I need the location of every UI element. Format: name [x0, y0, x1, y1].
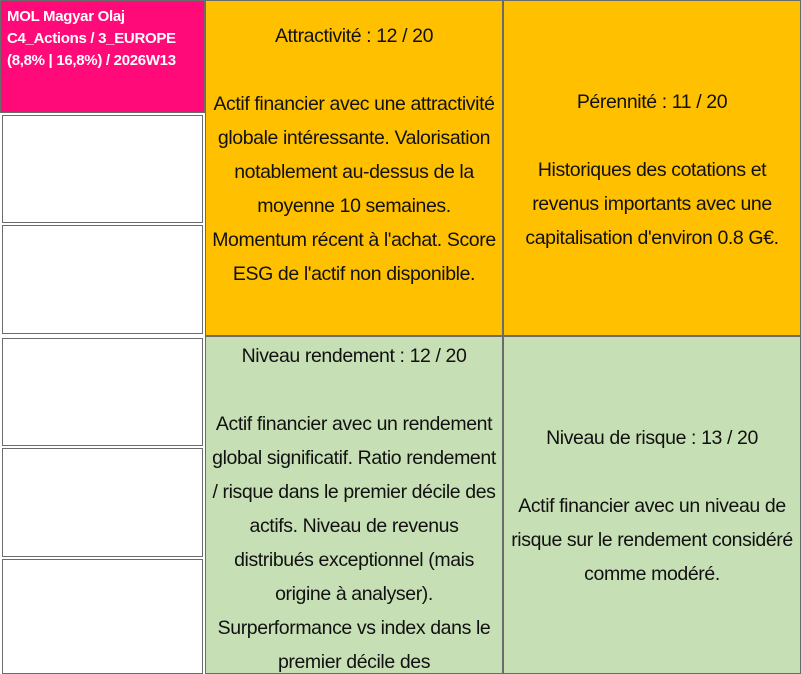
blank-cell — [2, 338, 203, 446]
asset-header-cell — [0, 0, 205, 113]
asset-name: MOL Magyar Olaj — [7, 8, 125, 25]
rendement-description: Actif financier avec un rendement global significatif. Ratio rendement / risque dans le premier décile des actifs. Niveau de revenus distribués exceptionnel (mais origine à analyser). Surperformance vs index dans le premier décile des — [212, 413, 496, 673]
perennite-description: Historiques des cotations et revenus importants avec une capitalisation d'environ 0.8 G€. — [525, 159, 779, 249]
attractivite-score-title: Attractivité : 12 / 20 — [274, 25, 434, 47]
blank-cell — [2, 559, 203, 674]
spacer — [510, 119, 794, 153]
blank-cell — [2, 448, 203, 557]
risque-description: Actif financier avec un niveau de risque sur le rendement considéré comme modéré. — [511, 495, 793, 585]
spacer — [212, 373, 496, 407]
risque-score-title: Niveau de risque : 13 / 20 — [546, 427, 758, 449]
rendement-panel — [205, 336, 503, 674]
asset-performance-week: (8,8% | 16,8%) / 2026W13 — [7, 52, 176, 69]
blank-cell — [2, 225, 203, 334]
attractivite-panel — [205, 0, 503, 336]
spacer — [510, 455, 794, 489]
perennite-panel — [503, 0, 801, 336]
spacer — [212, 53, 496, 87]
risque-panel — [503, 336, 801, 674]
asset-category: C4_Actions / 3_EUROPE — [7, 30, 176, 47]
attractivite-description: Actif financier avec une attractivité globale intéressante. Valorisation notablement au-dessus de la moyenne 10 semaines. Momentum récent à l'achat. Score ESG de l'actif non disponible. — [212, 93, 496, 285]
blank-cell — [2, 115, 203, 223]
rendement-score-title: Niveau rendement : 12 / 20 — [241, 345, 467, 367]
perennite-score-title: Pérennité : 11 / 20 — [576, 91, 728, 113]
